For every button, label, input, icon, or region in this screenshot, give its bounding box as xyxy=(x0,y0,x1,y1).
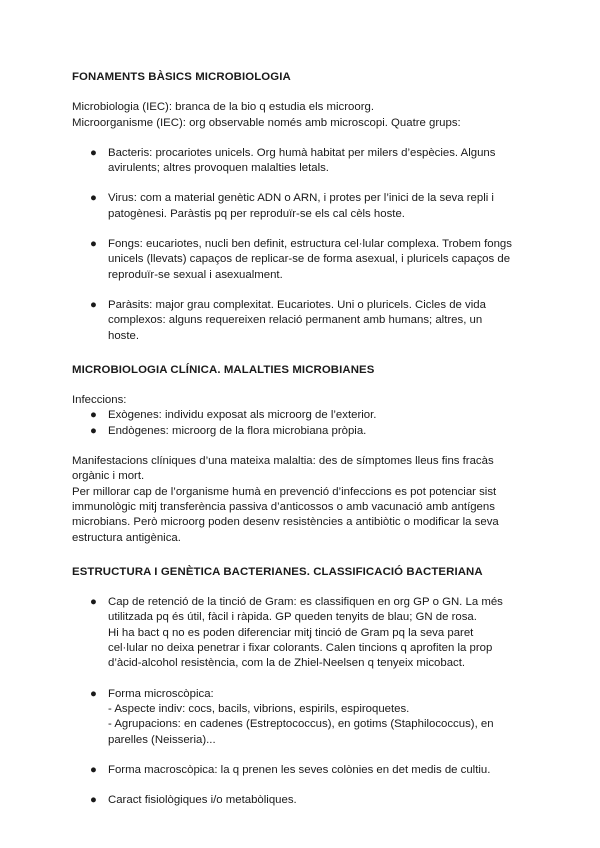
bullet-icon: ● xyxy=(90,596,97,609)
bullet-icon: ● xyxy=(90,409,97,422)
bullet-icon: ● xyxy=(90,192,97,205)
document-page xyxy=(72,70,512,808)
list-item-endogenes: ● Endògenes: microorg de la flora microbiana pròpia. xyxy=(72,424,512,439)
bullet-icon: ● xyxy=(90,687,97,700)
section-title-estructura: ESTRUCTURA I GENÈTICA BACTERIANES. CLASSIFICACIÓ BACTERIANA xyxy=(72,565,483,578)
definition-microbiologia: Microbiologia (IEC): branca de la bio q estudia els microorg. xyxy=(72,101,374,114)
infeccions-label: Infeccions: xyxy=(72,394,127,407)
bullet-icon: ● xyxy=(90,238,97,251)
groups-list xyxy=(72,146,512,344)
section-title-clinica: MICROBIOLOGIA CLÍNICA. MALALTIES MICROBIANES xyxy=(72,363,375,376)
list-item-macroscopica: ● Forma macroscòpica: la q prenen les seves colònies en det medis de cultiu. xyxy=(72,763,512,778)
classification-list xyxy=(72,595,512,808)
list-item-virus: ● Virus: com a material genètic ADN o ARN, i protes per l’inici de la seva repli i patogènesi. Paràstis pq per reproduïr-se els cal cèls hoste. xyxy=(90,192,494,220)
list-item-exogenes: ● Exògenes: individu exposat als microorg de l’exterior. xyxy=(72,408,512,423)
list-item-parasits: ● Paràsits: major grau complexitat. Eucariotes. Uni o pluricels. Cicles de vida complexos: alguns requereixen relació permanent amb humans; altres, un hoste. xyxy=(90,298,486,342)
bullet-icon: ● xyxy=(90,298,97,311)
paragraph-prevencio: Per millorar cap de l’organisme humà en prevenció d’infeccions es pot potenciar sist immunològic mitj transferència passiva d’anticossos o amb vacunació amb antígens microbians. Però microorg poden desenv resistències a antibiòtic o modificar la seva estructura antigènica. xyxy=(72,485,499,544)
paragraph-manifestacions: Manifestacions clíniques d’una mateixa malaltia: des de símptomes lleus fins fracàs orgànic i mort. xyxy=(72,455,494,483)
list-item-gram: ● Cap de retenció de la tinció de Gram: es classifiquen en org GP o GN. La més utilitzada pq és útil, fàcil i ràpida. GP queden tenyits de blau; GN de rosa. Hi ha bact q no es poden diferenciar mitj tinció de Gram pq la seva paret cel·lular no deixa penetrar i fixar colorants. Calen tincions q aprofiten la prop d’àcid-alcohol resistència, com la de Zhiel-Neelsen q tenyeix micobact. xyxy=(90,596,503,670)
list-item-fongs: ● Fongs: eucariotes, nucli ben definit, estructura cel·lular complexa. Trobem fongs unicels (llevats) capaços de replicar-se de forma asexual, i pluricels capaços de reproduïr-se sexual i asexualment. xyxy=(90,238,512,281)
infeccions-list xyxy=(72,408,512,439)
list-item-bacteris: ● Bacteris: procariotes unicels. Org humà habitat per milers d’espècies. Alguns avirulents; altres provoquen malalties letals. xyxy=(90,146,496,175)
bullet-icon: ● xyxy=(90,146,97,159)
list-item-caract: ● Caract fisiològiques i/o metabòliques. xyxy=(72,793,512,808)
bullet-icon: ● xyxy=(90,763,97,776)
section-title-fonaments: FONAMENTS BÀSICS MICROBIOLOGIA xyxy=(72,71,291,83)
list-item-microscopica: ● Forma microscòpica: - Aspecte indiv: cocs, bacils, vibrions, espirils, espiroquetes. - Agrupacions: en cadenes (Estreptococcus), en gotims (Staphilococcus), en parelles (Neisseria)... xyxy=(90,687,494,746)
bullet-icon: ● xyxy=(90,424,97,437)
bullet-icon: ● xyxy=(90,794,97,807)
definition-microorganisme: Microorganisme (IEC): org observable només amb microscopi. Quatre grups: xyxy=(72,116,461,129)
